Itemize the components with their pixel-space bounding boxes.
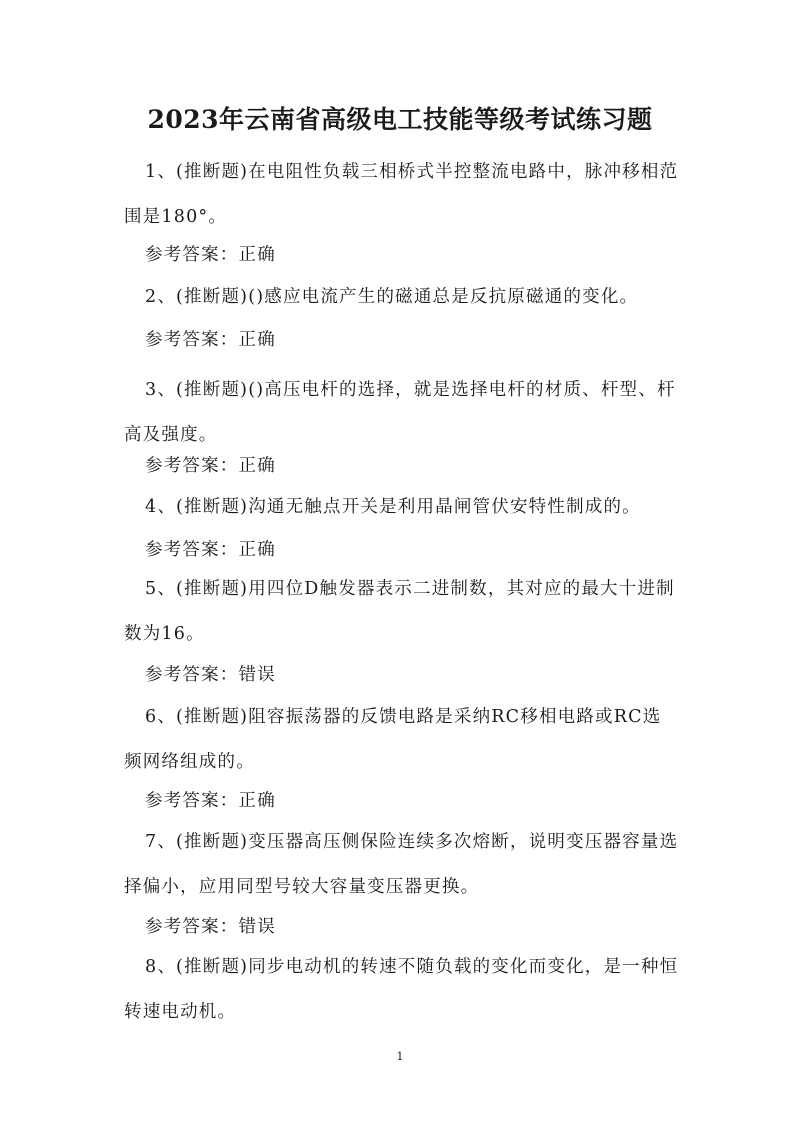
answer-5: 参考答案：错误	[145, 665, 276, 685]
page-number: 1	[396, 1050, 404, 1063]
answer-7: 参考答案：错误	[145, 917, 276, 937]
answer-6: 参考答案：正确	[145, 791, 276, 811]
question-7: 7、(推断题)变压器高压侧保险连续多次熔断，说明变压器容量选择偏小，应用同型号较大容量变压器更换。	[124, 832, 679, 897]
document-title: 2023年云南省高级电工技能等级考试练习题	[147, 105, 653, 134]
question-5: 5、(推断题)用四位D触发器表示二进制数，其对应的最大十进制数为16。	[124, 579, 675, 644]
question-3: 3、(推断题)()高压电杆的选择，就是选择电杆的材质、杆型、杆高及强度。	[124, 380, 676, 445]
question-6: 6、(推断题)阻容振荡器的反馈电路是采纳RC移相电路或RC选频网络组成的。	[124, 707, 662, 772]
answer-2: 参考答案：正确	[145, 330, 276, 350]
answer-3: 参考答案：正确	[145, 456, 276, 476]
question-4: 4、(推断题)沟通无触点开关是利用晶闸管伏安特性制成的。	[145, 497, 641, 517]
question-1: 1、(推断题)在电阻性负载三相桥式半控整流电路中，脉冲移相范围是180°。	[124, 162, 679, 227]
answer-4: 参考答案：正确	[145, 540, 276, 560]
answer-1: 参考答案：正确	[145, 245, 276, 265]
question-2: 2、(推断题)()感应电流产生的磁通总是反抗原磁通的变化。	[145, 287, 639, 307]
question-8: 8、(推断题)同步电动机的转速不随负载的变化而变化，是一种恒转速电动机。	[124, 957, 679, 1022]
